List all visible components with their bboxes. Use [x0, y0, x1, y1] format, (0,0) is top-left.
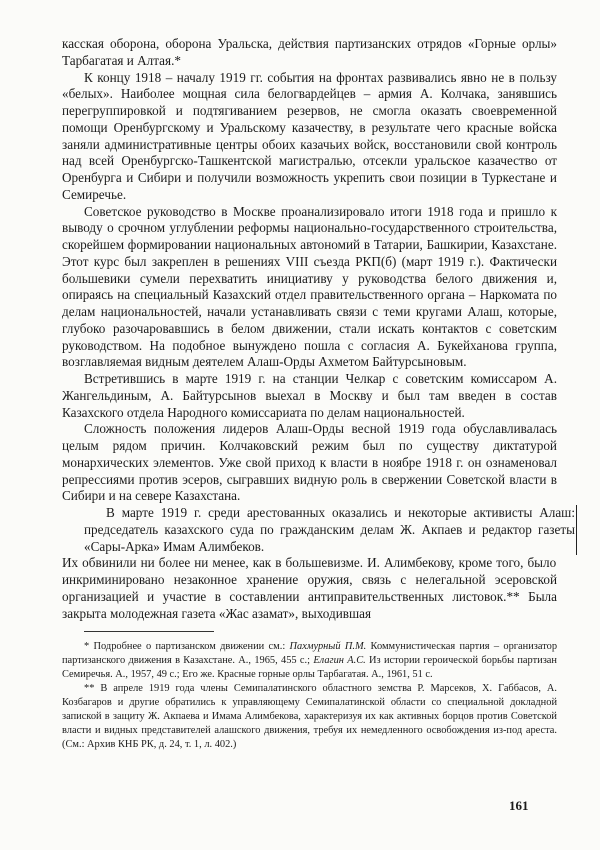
paragraph-3: Советское руководство в Москве проанализировало итоги 1918 года и пришло к выводу о срочном углублении реформы национально-государственного строительства, скорейшем формировании национальных автономий в Татарии, Башкирии, Казахстане. Этот курс был закреплен в решениях VIII съезда РКП(б) (март 1919 г.). Фактически большевики сумели перехватить инициативу у руководства белого движения и, опираясь на специальный Казахский отдел правительственного органа – Наркомата по делам национальностей, начали устанавливать связи с теми кругами Алаш, которые, глубоко разочаровавшись в белом движении, стали искать контактов с советским руководством. На подобное вынуждено пошла с согласия А. Букейханова группа, возглавляемая видным деятелем Алаш-Орды Ахметом Байтурсыновым.: [62, 203, 557, 370]
footnote-separator: [84, 631, 214, 632]
paragraph-2: К концу 1918 – началу 1919 гг. события на фронтах развивались явно не в пользу «белых». Наиболее мощная сила белогвардейцев – армия А. Колчака, занявшись перегруппировкой и подтягиванием резервов, не смогла оказать своевременной помощи Оренбургскому и Уральскому казачеству, в результате чего красные войска заняли административные центры обоих казачьих войск, восстановили свой контроль над всей Оренбургско-Ташкентской магистралью, отсекли уральское казачество от Оренбурга и Сибири и получили возможность укрепить свои позиции в Туркестане и Семиречье.: [62, 69, 557, 202]
footnote-1-lead: * Подробнее о партизанском движении см.:: [84, 641, 290, 653]
main-text: [62, 36, 575, 622]
paragraph-6: [62, 505, 575, 622]
paragraph-4: Встретившись в марте 1919 г. на станции Челкар с советским комиссаром А. Жангельдиным, А. Байтурсынов выехал в Москву и был там введен в состав Казахского отдела Народного комиссариата по делам национальностей.: [62, 371, 557, 420]
footnote-1-author-1: Пахмурный П.М.: [289, 641, 367, 653]
footnote-1-text-1: Коммунистическая партия – организатор партизанского движения в Казахстане. А., 1965, 455 с.;: [62, 641, 558, 667]
paragraph-5: Сложность положения лидеров Алаш-Орды весной 1919 года обуславливалась целым рядом причин. Колчаковский режим был по существу диктатурой монархических элементов. Уже свой приход к власти в ноябре 1918 г. он ознаменовал репрессиями против эсеров, сыгравших видную роль в свержении Советской власти в Сибири и на севере Казахстана.: [62, 421, 557, 504]
page-number: 161: [509, 798, 529, 813]
p6-rest: Их обвинили ни более ни менее, как в большевизме. И. Алимбекову, кроме того, было инкриминировано незаконное хранение оружия, связь с нелегальной эсеровской организацией и участие в составлении антиправительственных листовок.** Была закрыта молодежная газета «Жас азамат», выходившая: [62, 555, 557, 621]
footnote-2: ** В апреле 1919 года члены Семипалатинского областного земства Р. Марсеков, Х. Габбасов, А. Козбагаров и другие обратились к управляющему Семипалатинской области со специальной докладной запиской в защиту Ж. Акпаева и Имама Алимбекова, характеризуя их как активных борцов против Советской власти и видных представителей алашского движения, требуя их немедленного освобождения из-под ареста. (См.: Архив КНБ РК, д. 24, т. 1, л. 402.): [62, 682, 557, 750]
footnotes: [62, 640, 557, 751]
page-content: [62, 36, 575, 752]
footnote-1: [62, 640, 557, 682]
p6-bracketed-part: В марте 1919 г. среди арестованных оказались и некоторые активисты Алаш: председатель казахского суда по гражданским делам Ж. Акпаев и редактор газеты «Сары-Арка» Имам Алимбеков.: [84, 505, 575, 554]
footnote-1-author-2: Елагин А.С.: [313, 655, 366, 667]
paragraph-1: касская оборона, оборона Уральска, действия партизанских отрядов «Горные орлы» Тарбагатая и Алтая.*: [62, 36, 557, 68]
footnote-1-text-2: Из истории героической борьбы партизан Семиречья. А., 1957, 49 с.; Его же. Красные горные орлы Тарбагатая. А., 1961, 51 с.: [62, 655, 557, 681]
